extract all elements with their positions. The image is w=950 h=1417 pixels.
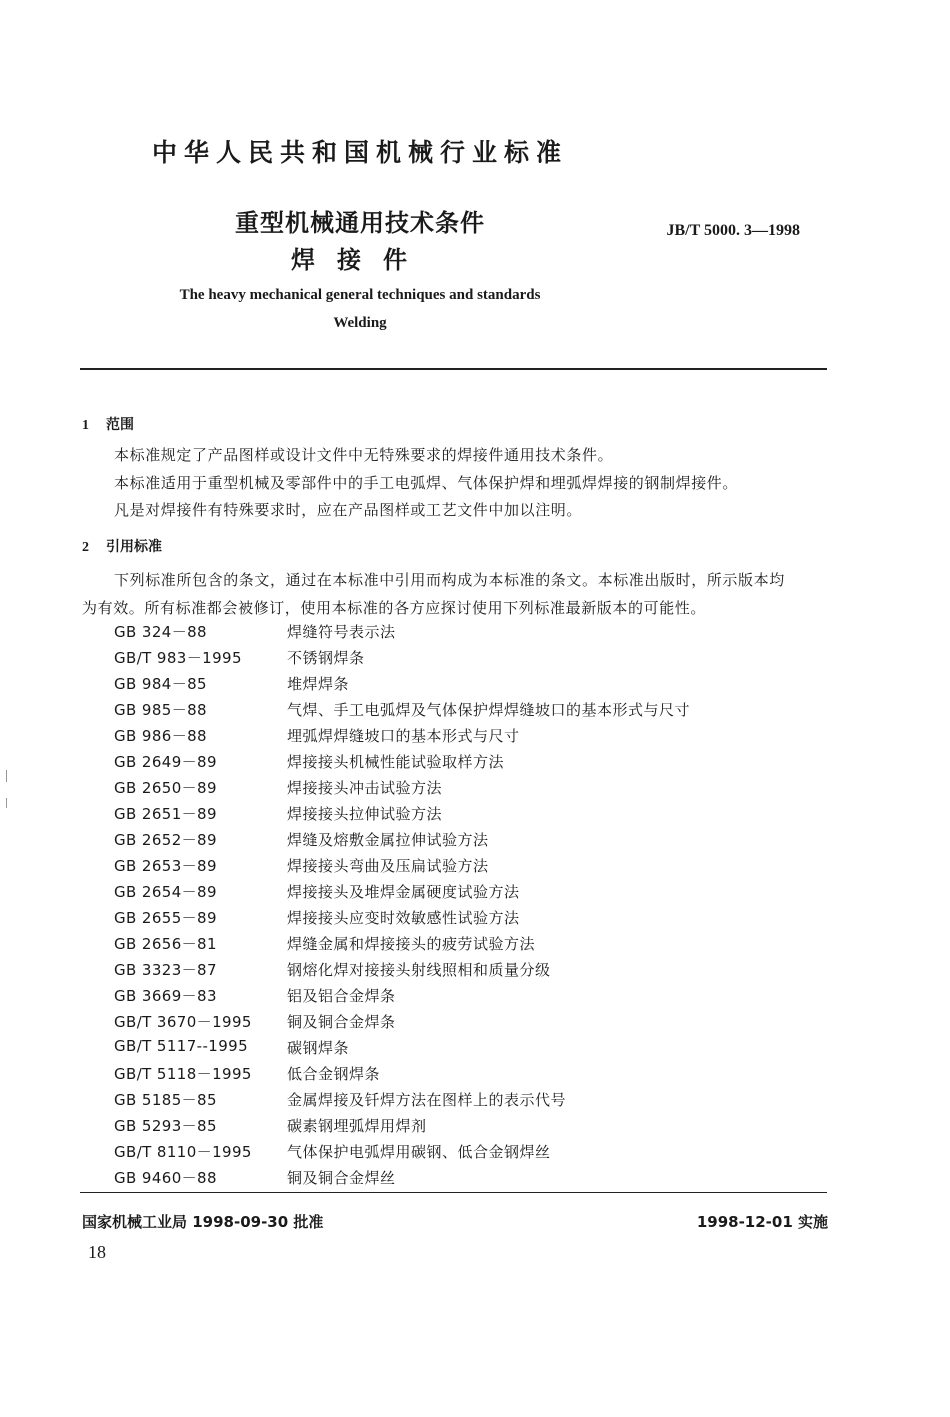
reference-code: GB 2649－89 (114, 753, 217, 771)
reference-title: 焊接接头应变时效敏感性试验方法 (287, 909, 520, 927)
section-number: 2 (82, 540, 89, 555)
reference-code: GB 2656－81 (114, 935, 217, 953)
reference-title: 焊接接头拉伸试验方法 (287, 805, 443, 823)
page-number: 18 (88, 1242, 106, 1262)
effective-date: 1998-12-01 实施 (696, 1213, 828, 1231)
section-2-intro: 下列标准所包含的条文，通过在本标准中引用而构成为本标准的条文。本标准出版时，所示版本均 (114, 571, 785, 589)
issuing-standard-header: 中华人民共和国机械行业标准 (151, 138, 568, 167)
reference-code: GB 2652－89 (114, 831, 217, 849)
reference-title: 铜及铜合金焊条 (287, 1013, 396, 1031)
reference-title: 焊接接头弯曲及压扁试验方法 (287, 857, 489, 875)
reference-title: 焊接接头机械性能试验取样方法 (287, 753, 505, 771)
scan-mark (6, 798, 7, 808)
standard-number: JB/T 5000. 3—1998 (666, 222, 800, 239)
reference-code: GB 3669－83 (114, 987, 217, 1005)
reference-code: GB/T 5117--1995 (114, 1037, 249, 1055)
reference-title: 堆焊焊条 (287, 675, 350, 693)
reference-title: 低合金钢焊条 (287, 1065, 381, 1083)
section-1-paragraph: 本标准适用于重型机械及零部件中的手工电弧焊、气体保护焊和埋弧焊焊接的钢制焊接件。 (114, 474, 739, 492)
reference-code: GB/T 983－1995 (114, 649, 242, 667)
section-number: 1 (82, 418, 89, 433)
approval-statement: 国家机械工业局 1998-09-30 批准 (82, 1213, 324, 1231)
reference-code: GB 985－88 (114, 701, 207, 719)
reference-code: GB/T 5118－1995 (114, 1065, 252, 1083)
section-2-heading (82, 536, 162, 556)
header-divider (80, 368, 827, 370)
standard-title: 重型机械通用技术条件 (235, 209, 485, 237)
section-title: 引用标准 (106, 539, 162, 555)
reference-title: 钢熔化焊对接接头射线照相和质量分级 (287, 961, 551, 979)
section-2-intro-continued: 为有效。所有标准都会被修订，使用本标准的各方应探讨使用下列标准最新版本的可能性。 (82, 599, 707, 617)
reference-title: 铝及铝合金焊条 (287, 987, 396, 1005)
section-1-paragraph: 凡是对焊接件有特殊要求时，应在产品图样或工艺文件中加以注明。 (114, 501, 583, 519)
reference-title: 碳素钢埋弧焊用焊剂 (287, 1117, 427, 1135)
reference-title: 不锈钢焊条 (287, 649, 365, 667)
reference-title: 气体保护电弧焊用碳钢、低合金钢焊丝 (287, 1143, 551, 1161)
reference-code: GB 986－88 (114, 727, 207, 745)
reference-code: GB 324－88 (114, 623, 207, 641)
reference-title: 焊接接头冲击试验方法 (287, 779, 443, 797)
reference-code: GB 2655－89 (114, 909, 217, 927)
section-1-paragraph: 本标准规定了产品图样或设计文件中无特殊要求的焊接件通用技术条件。 (114, 446, 614, 464)
reference-code: GB 5293－85 (114, 1117, 217, 1135)
section-title: 范围 (106, 417, 134, 433)
reference-code: GB 3323－87 (114, 961, 217, 979)
reference-code: GB 2650－89 (114, 779, 217, 797)
standard-subtitle: 焊接件 (291, 246, 429, 274)
reference-title: 焊缝及熔敷金属拉伸试验方法 (287, 831, 489, 849)
reference-code: GB 2654－89 (114, 883, 217, 901)
english-title: The heavy mechanical general techniques and standards (179, 287, 541, 303)
reference-code: GB 984－85 (114, 675, 207, 693)
reference-title: 焊缝符号表示法 (287, 623, 396, 641)
reference-code: GB 2653－89 (114, 857, 217, 875)
reference-code: GB/T 3670－1995 (114, 1013, 252, 1031)
section-1-heading (82, 414, 134, 434)
english-subtitle: Welding (333, 315, 387, 331)
reference-title: 焊缝金属和焊接接头的疲劳试验方法 (287, 935, 536, 953)
reference-code: GB/T 8110－1995 (114, 1143, 252, 1161)
reference-title: 碳钢焊条 (287, 1039, 350, 1057)
reference-title: 埋弧焊焊缝坡口的基本形式与尺寸 (287, 727, 520, 745)
reference-title: 焊接接头及堆焊金属硬度试验方法 (287, 883, 520, 901)
footer-divider (80, 1192, 827, 1193)
reference-code: GB 9460－88 (114, 1169, 217, 1187)
reference-title: 金属焊接及钎焊方法在图样上的表示代号 (287, 1091, 567, 1109)
scan-mark (6, 770, 7, 782)
reference-code: GB 2651－89 (114, 805, 217, 823)
reference-title: 气焊、手工电弧焊及气体保护焊焊缝坡口的基本形式与尺寸 (287, 701, 691, 719)
reference-code: GB 5185－85 (114, 1091, 217, 1109)
reference-title: 铜及铜合金焊丝 (287, 1169, 396, 1187)
